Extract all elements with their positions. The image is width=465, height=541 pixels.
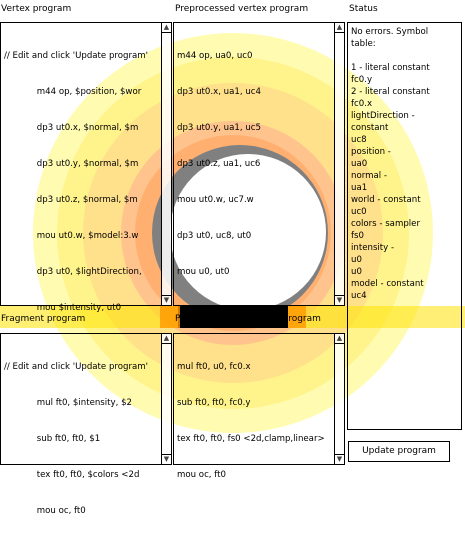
fragment-code[interactable] [4,337,161,516]
scroll-up-icon[interactable]: ▲ [163,23,170,31]
status-line: uc8 [351,135,367,145]
preprocessed-vertex-scrollbar[interactable] [334,23,344,305]
code-line: dp3 ut0.x, ua1, uc4 [177,87,261,97]
vertex-program-title: Vertex program [1,4,72,14]
scroll-down-icon[interactable]: ▼ [336,296,343,304]
code-line: dp3 ut0.y, ua1, uc5 [177,123,261,133]
scroll-down-icon[interactable]: ▼ [163,455,170,463]
code-line: sub ft0, ft0, fc0.y [177,398,251,408]
status-title: Status [349,4,378,14]
code-line: m44 op, ua0, uc0 [177,51,253,61]
status-line: ua0 [351,159,368,169]
vertex-program-editor[interactable] [0,22,172,313]
code-line: dp3 ut0.x, $normal, $m [4,123,139,133]
code-line: mou u0, ut0 [177,267,230,277]
update-program-button[interactable]: Update program [348,441,450,462]
status-line: u0 [351,255,362,265]
code-line: tex ft0, ft0, $colors <2d [4,470,140,480]
status-line: table: [351,39,376,49]
status-line: lightDirection - [351,111,415,121]
scroll-down-icon[interactable]: ▼ [163,296,170,304]
status-line: intensity - [351,243,395,253]
preprocessed-fragment-title: Preprocessed fragment program [175,314,321,324]
code-line: dp3 ut0.z, ua1, uc6 [177,159,261,169]
preprocessed-fragment-code [177,337,334,480]
fragment-program-editor[interactable] [0,333,172,516]
scroll-up-icon[interactable]: ▲ [163,334,170,342]
status-line: world - constant [351,195,421,205]
code-line: // Edit and click 'Update program' [4,362,148,372]
code-line: dp3 ut0.z, $normal, $m [4,195,138,205]
status-line: uc4 [351,291,367,301]
code-line: sub ft0, ft0, $1 [4,434,101,444]
vertex-scrollbar[interactable] [161,23,171,305]
code-line: dp3 ut0.y, $normal, $m [4,159,139,169]
fragment-program-title: Fragment program [1,314,86,324]
code-line: mou ut0.w, $model:3.w [4,231,139,241]
code-line: mou $intensity, ut0 [4,303,122,313]
status-line: normal - [351,171,387,181]
fragment-scrollbar[interactable] [161,334,171,464]
scroll-up-icon[interactable]: ▲ [336,334,343,342]
code-line: mou oc, ft0 [177,470,226,480]
code-line: // Edit and click 'Update program' [4,51,148,61]
code-line: m44 op, $position, $wor [4,87,142,97]
scroll-down-icon[interactable]: ▼ [336,455,343,463]
status-line: fc0.y [351,75,373,85]
status-line: 1 - literal constant [351,63,430,73]
preprocessed-vertex-code [177,26,334,302]
code-line: dp3 ut0, $lightDirection, [4,267,142,277]
preprocessed-fragment-scrollbar[interactable] [334,334,344,464]
status-line: colors - sampler [351,219,420,229]
scroll-up-icon[interactable]: ▲ [336,23,343,31]
status-line: constant [351,123,389,133]
status-line: fs0 [351,231,364,241]
status-line: u0 [351,267,362,277]
code-line: mou oc, ft0 [4,506,86,516]
preprocessed-vertex-view[interactable] [173,22,345,306]
status-text [351,26,451,302]
code-line: mul ft0, $intensity, $2 [4,398,133,408]
status-line: position - [351,147,391,157]
vertex-code[interactable] [4,26,161,313]
code-line: mou ut0.w, uc7.w [177,195,254,205]
code-line: dp3 ut0, uc8, ut0 [177,231,252,241]
code-line: tex ft0, ft0, fs0 <2d,clamp,linear> [177,434,325,444]
status-line: No errors. Symbol [351,27,429,37]
status-line: model - constant [351,279,424,289]
status-view[interactable] [347,22,462,430]
code-line: mul ft0, u0, fc0.x [177,362,251,372]
preprocessed-fragment-view[interactable] [173,333,345,480]
preprocessed-vertex-title: Preprocessed vertex program [175,4,309,14]
status-line [351,50,451,62]
status-line: uc0 [351,207,367,217]
status-line: ua1 [351,183,368,193]
status-line: 2 - literal constant [351,87,430,97]
status-line: fc0.x [351,99,373,109]
